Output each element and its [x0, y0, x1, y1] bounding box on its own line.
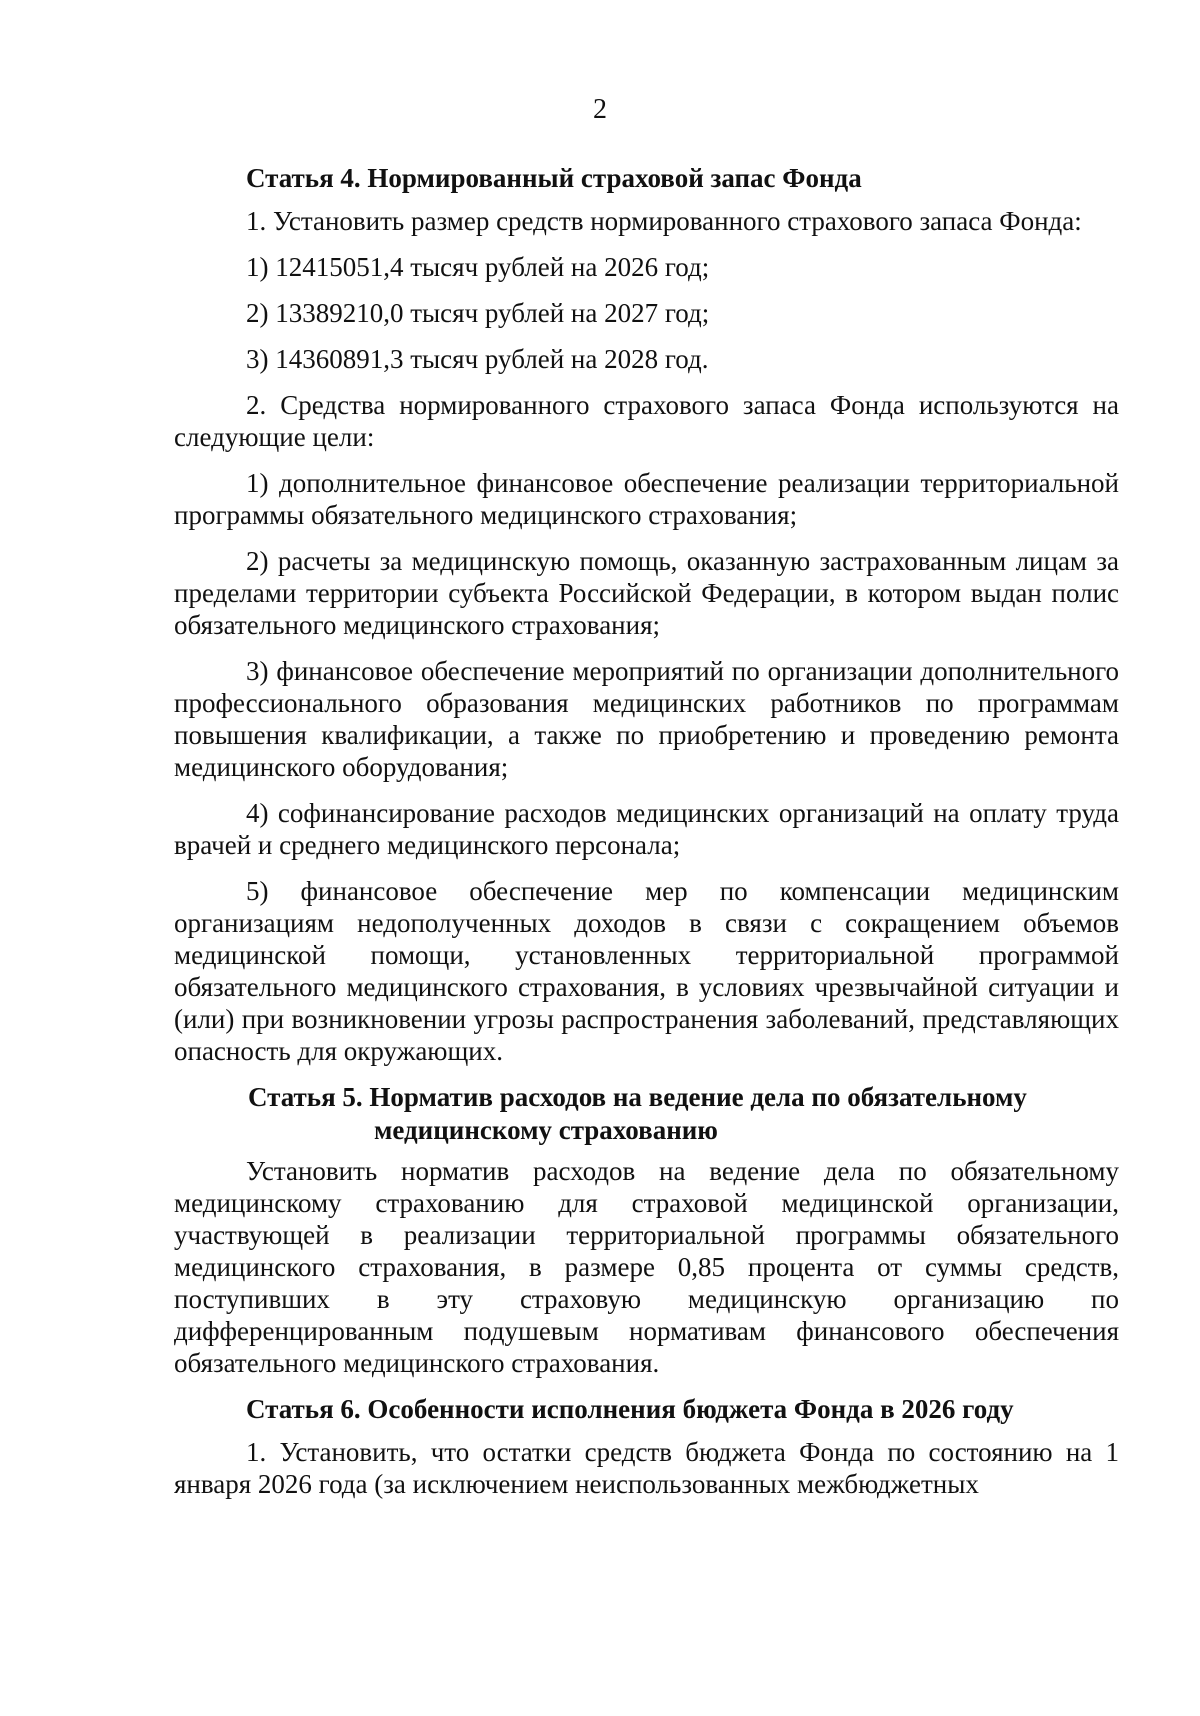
- article-4-paragraph-2: 2. Средства нормированного страхового запаса Фонда используются на следующие цели:: [174, 390, 1119, 452]
- reserve-goal-5: 5) финансовое обеспечение мер по компенсации медицинским организациям недополученных доходов в связи с сокращением объемов медицинской помощи, установленных территориальной программой обязательного медицинского страхования, в условиях чрезвычайной ситуации и (или) при возникновении угрозы распространения заболеваний, представляющих опасность для окружающих.: [174, 876, 1119, 1066]
- article-5-heading: [174, 1081, 1119, 1147]
- article-4-heading: Статья 4. Нормированный страховой запас Фонда: [246, 163, 862, 193]
- article-4-paragraph-1: 1. Установить размер средств нормированного страхового запаса Фонда:: [246, 206, 1082, 236]
- reserve-amount-2027: 2) 13389210,0 тысяч рублей на 2027 год;: [246, 298, 710, 328]
- article-5-text: Установить норматив расходов на ведение дела по обязательному медицинскому страхованию для страховой медицинской организации, участвующей в реализации территориальной программы обязательного медицинского страхования, в размере 0,85 процента от суммы средств, поступивших в эту страховую медицинскую организацию по дифференцированным подушевым нормативам финансового обеспечения обязательного медицинского страхования.: [174, 1156, 1119, 1378]
- reserve-amount-2028: 3) 14360891,3 тысяч рублей на 2028 год.: [246, 344, 709, 374]
- article-5-heading-line-1: Статья 5. Норматив расходов на ведение дела по обязательному: [248, 1082, 1027, 1112]
- reserve-amount-2026: 1) 12415051,4 тысяч рублей на 2026 год;: [246, 252, 710, 282]
- reserve-goal-3: 3) финансовое обеспечение мероприятий по организации дополнительного профессионального образования медицинских работников по программам повышения квалификации, а также по приобретению и проведению ремонта медицинского оборудования;: [174, 656, 1119, 782]
- reserve-goal-2: 2) расчеты за медицинскую помощь, оказанную застрахованным лицам за пределами территории субъекта Российской Федерации, в котором выдан полис обязательного медицинского страхования;: [174, 546, 1119, 640]
- page-number: 2: [593, 94, 607, 125]
- article-5-heading-line-2: медицинскому страхованию: [374, 1115, 718, 1145]
- article-6-paragraph-1: 1. Установить, что остатки средств бюджета Фонда по состоянию на 1 января 2026 года (за исключением неиспользованных межбюджетных: [174, 1437, 1119, 1499]
- article-6-heading: Статья 6. Особенности исполнения бюджета Фонда в 2026 году: [246, 1394, 1014, 1424]
- reserve-goal-4: 4) софинансирование расходов медицинских организаций на оплату труда врачей и среднего медицинского персонала;: [174, 798, 1119, 860]
- document-body: [174, 160, 1119, 1514]
- reserve-goal-1: 1) дополнительное финансовое обеспечение реализации территориальной программы обязательного медицинского страхования;: [174, 468, 1119, 530]
